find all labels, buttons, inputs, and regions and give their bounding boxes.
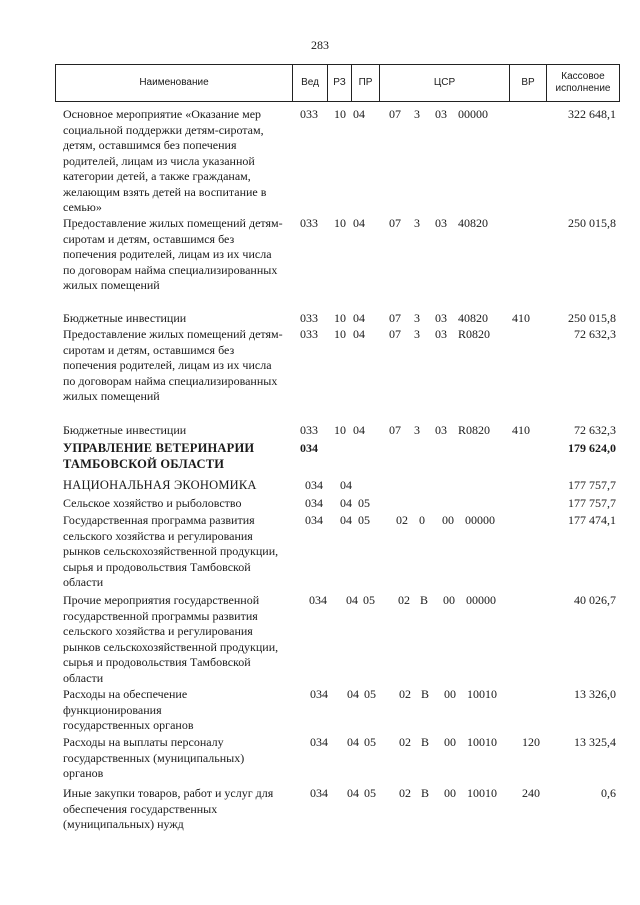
row-csr-subprogram: 3 (414, 107, 420, 121)
row-rz: 04 (346, 593, 358, 607)
row-amount: 322 648,1 (568, 107, 616, 121)
row-pr: 05 (364, 735, 376, 749)
header-pr: ПР (352, 65, 380, 101)
row-name: Предоставление жилых помещений детям-сиротам и детям, оставшимся без попечения родителей, лицам из их числа по договорам найма специализированных жилых помещений (63, 327, 283, 403)
row-csr-event: 03 (435, 216, 447, 230)
row-rz: 10 (334, 423, 346, 437)
row-csr-direction: 10010 (467, 786, 497, 800)
row-pr: 05 (364, 786, 376, 800)
row-rz: 10 (334, 107, 346, 121)
row-rz: 10 (334, 327, 346, 341)
row-ved: 034 (305, 496, 323, 510)
row-rz: 10 (334, 216, 346, 230)
row-csr-subprogram: В (421, 786, 430, 800)
row-ved: 033 (300, 327, 318, 341)
row-csr-direction: 40820 (458, 216, 488, 230)
row-name: Бюджетные инвестиции (63, 311, 187, 325)
row-csr-subprogram: 3 (414, 216, 420, 230)
row-ved: 034 (305, 513, 323, 527)
row-csr-event: 00 (443, 593, 455, 607)
row-ved: 033 (300, 107, 318, 121)
row-csr-program: 02 (399, 735, 411, 749)
row-vr: 240 (522, 786, 540, 800)
row-name: Бюджетные инвестиции (63, 423, 187, 437)
row-rz: 04 (340, 496, 352, 510)
row-pr: 05 (358, 513, 370, 527)
row-ved: 034 (309, 593, 327, 607)
row-csr-subprogram: 3 (414, 327, 420, 341)
row-pr: 04 (353, 327, 365, 341)
row-csr-event: 00 (444, 735, 456, 749)
row-csr-event: 03 (435, 107, 447, 121)
row-csr-program: 07 (389, 423, 401, 437)
row-rz: 04 (347, 735, 359, 749)
header-ved: Вед (293, 65, 328, 101)
row-ved: 033 (300, 216, 318, 230)
row-rz: 04 (340, 478, 352, 492)
row-csr-direction: R0820 (458, 423, 491, 437)
row-amount: 13 325,4 (574, 735, 616, 749)
row-amount: 177 757,7 (568, 478, 616, 492)
row-amount: 13 326,0 (574, 687, 616, 701)
row-csr-program: 02 (399, 687, 411, 701)
header-amount: Кассовое исполнение (555, 71, 611, 94)
row-amount: 250 015,8 (568, 216, 616, 230)
row-amount: 179 624,0 (568, 441, 616, 455)
row-csr-program: 07 (389, 311, 401, 325)
row-csr-subprogram: В (421, 687, 430, 701)
header-csr: ЦСР (380, 65, 510, 101)
row-csr-direction: 00000 (465, 513, 495, 527)
row-rz: 10 (334, 311, 346, 325)
row-csr-direction: 00000 (458, 107, 488, 121)
row-pr: 05 (358, 496, 370, 510)
row-name: Основное мероприятие «Оказание мер социальной поддержки детям-сиротам, детям, оставшимся без попечения родителей, лицам из числа указанной категории детей, а также гражданам, желающим взять детей на воспитание в семью» (63, 107, 267, 214)
row-name: УПРАВЛЕНИЕ ВЕТЕРИНАРИИ ТАМБОВСКОЙ ОБЛАСТИ (63, 441, 255, 471)
row-name: Иные закупки товаров, работ и услуг для обеспечения государственных (муниципальных) нужд (63, 786, 274, 831)
header-vr: ВР (510, 65, 547, 101)
row-name: Расходы на обеспечение функционирования государственных органов (63, 687, 194, 732)
row-csr-program: 02 (396, 513, 408, 527)
row-csr-subprogram: 0 (419, 513, 425, 527)
row-ved: 033 (300, 423, 318, 437)
row-amount: 0,6 (601, 786, 616, 800)
row-csr-subprogram: 3 (414, 311, 420, 325)
row-csr-direction: R0820 (458, 327, 491, 341)
row-ved: 033 (300, 311, 318, 325)
row-ved: 034 (305, 478, 323, 492)
row-csr-direction: 10010 (467, 687, 497, 701)
table-header (55, 64, 620, 102)
row-vr: 410 (512, 423, 530, 437)
header-name: Наименование (56, 65, 293, 101)
row-csr-program: 07 (389, 327, 401, 341)
row-csr-program: 02 (398, 593, 410, 607)
row-amount: 177 474,1 (568, 513, 616, 527)
row-csr-subprogram: 3 (414, 423, 420, 437)
row-csr-direction: 40820 (458, 311, 488, 325)
row-amount: 250 015,8 (568, 311, 616, 325)
row-pr: 05 (363, 593, 375, 607)
row-csr-event: 03 (435, 327, 447, 341)
row-pr: 04 (353, 423, 365, 437)
row-amount: 72 632,3 (574, 327, 616, 341)
row-amount: 40 026,7 (574, 593, 616, 607)
row-name: Сельское хозяйство и рыболовство (63, 496, 242, 510)
row-pr: 04 (353, 107, 365, 121)
row-csr-program: 02 (399, 786, 411, 800)
row-rz: 04 (347, 687, 359, 701)
row-name: Государственная программа развития сельского хозяйства и регулирования рынков сельскохозяйственной продукции, сырья и продовольствия Тамбовской области (63, 513, 279, 589)
row-name: НАЦИОНАЛЬНАЯ ЭКОНОМИКА (63, 478, 257, 492)
row-ved: 034 (310, 735, 328, 749)
row-pr: 05 (364, 687, 376, 701)
header-rz: РЗ (328, 65, 352, 101)
row-rz: 04 (347, 786, 359, 800)
row-amount: 177 757,7 (568, 496, 616, 510)
row-name: Прочие мероприятия государственной государственной программы развития сельского хозяйства и регулирования рынков сельскохозяйственной продукции, сырья и продовольствия Тамбовской области (63, 593, 279, 685)
row-csr-direction: 10010 (467, 735, 497, 749)
row-csr-event: 00 (444, 687, 456, 701)
row-csr-event: 00 (442, 513, 454, 527)
row-vr: 410 (512, 311, 530, 325)
row-vr: 120 (522, 735, 540, 749)
row-csr-event: 00 (444, 786, 456, 800)
row-amount: 72 632,3 (574, 423, 616, 437)
row-csr-event: 03 (435, 423, 447, 437)
row-csr-program: 07 (389, 216, 401, 230)
row-csr-direction: 00000 (466, 593, 496, 607)
row-ved: 034 (310, 687, 328, 701)
page-number: 283 (311, 38, 329, 52)
row-csr-event: 03 (435, 311, 447, 325)
row-rz: 04 (340, 513, 352, 527)
row-name: Расходы на выплаты персоналу государственных (муниципальных) органов (63, 735, 245, 780)
row-pr: 04 (353, 311, 365, 325)
row-name: Предоставление жилых помещений детям-сиротам и детям, оставшимся без попечения родителей, лицам из их числа по договорам найма специализированных жилых помещений (63, 216, 283, 292)
row-ved: 034 (300, 441, 318, 455)
row-csr-subprogram: В (421, 735, 430, 749)
row-pr: 04 (353, 216, 365, 230)
row-ved: 034 (310, 786, 328, 800)
row-csr-subprogram: В (420, 593, 429, 607)
row-csr-program: 07 (389, 107, 401, 121)
